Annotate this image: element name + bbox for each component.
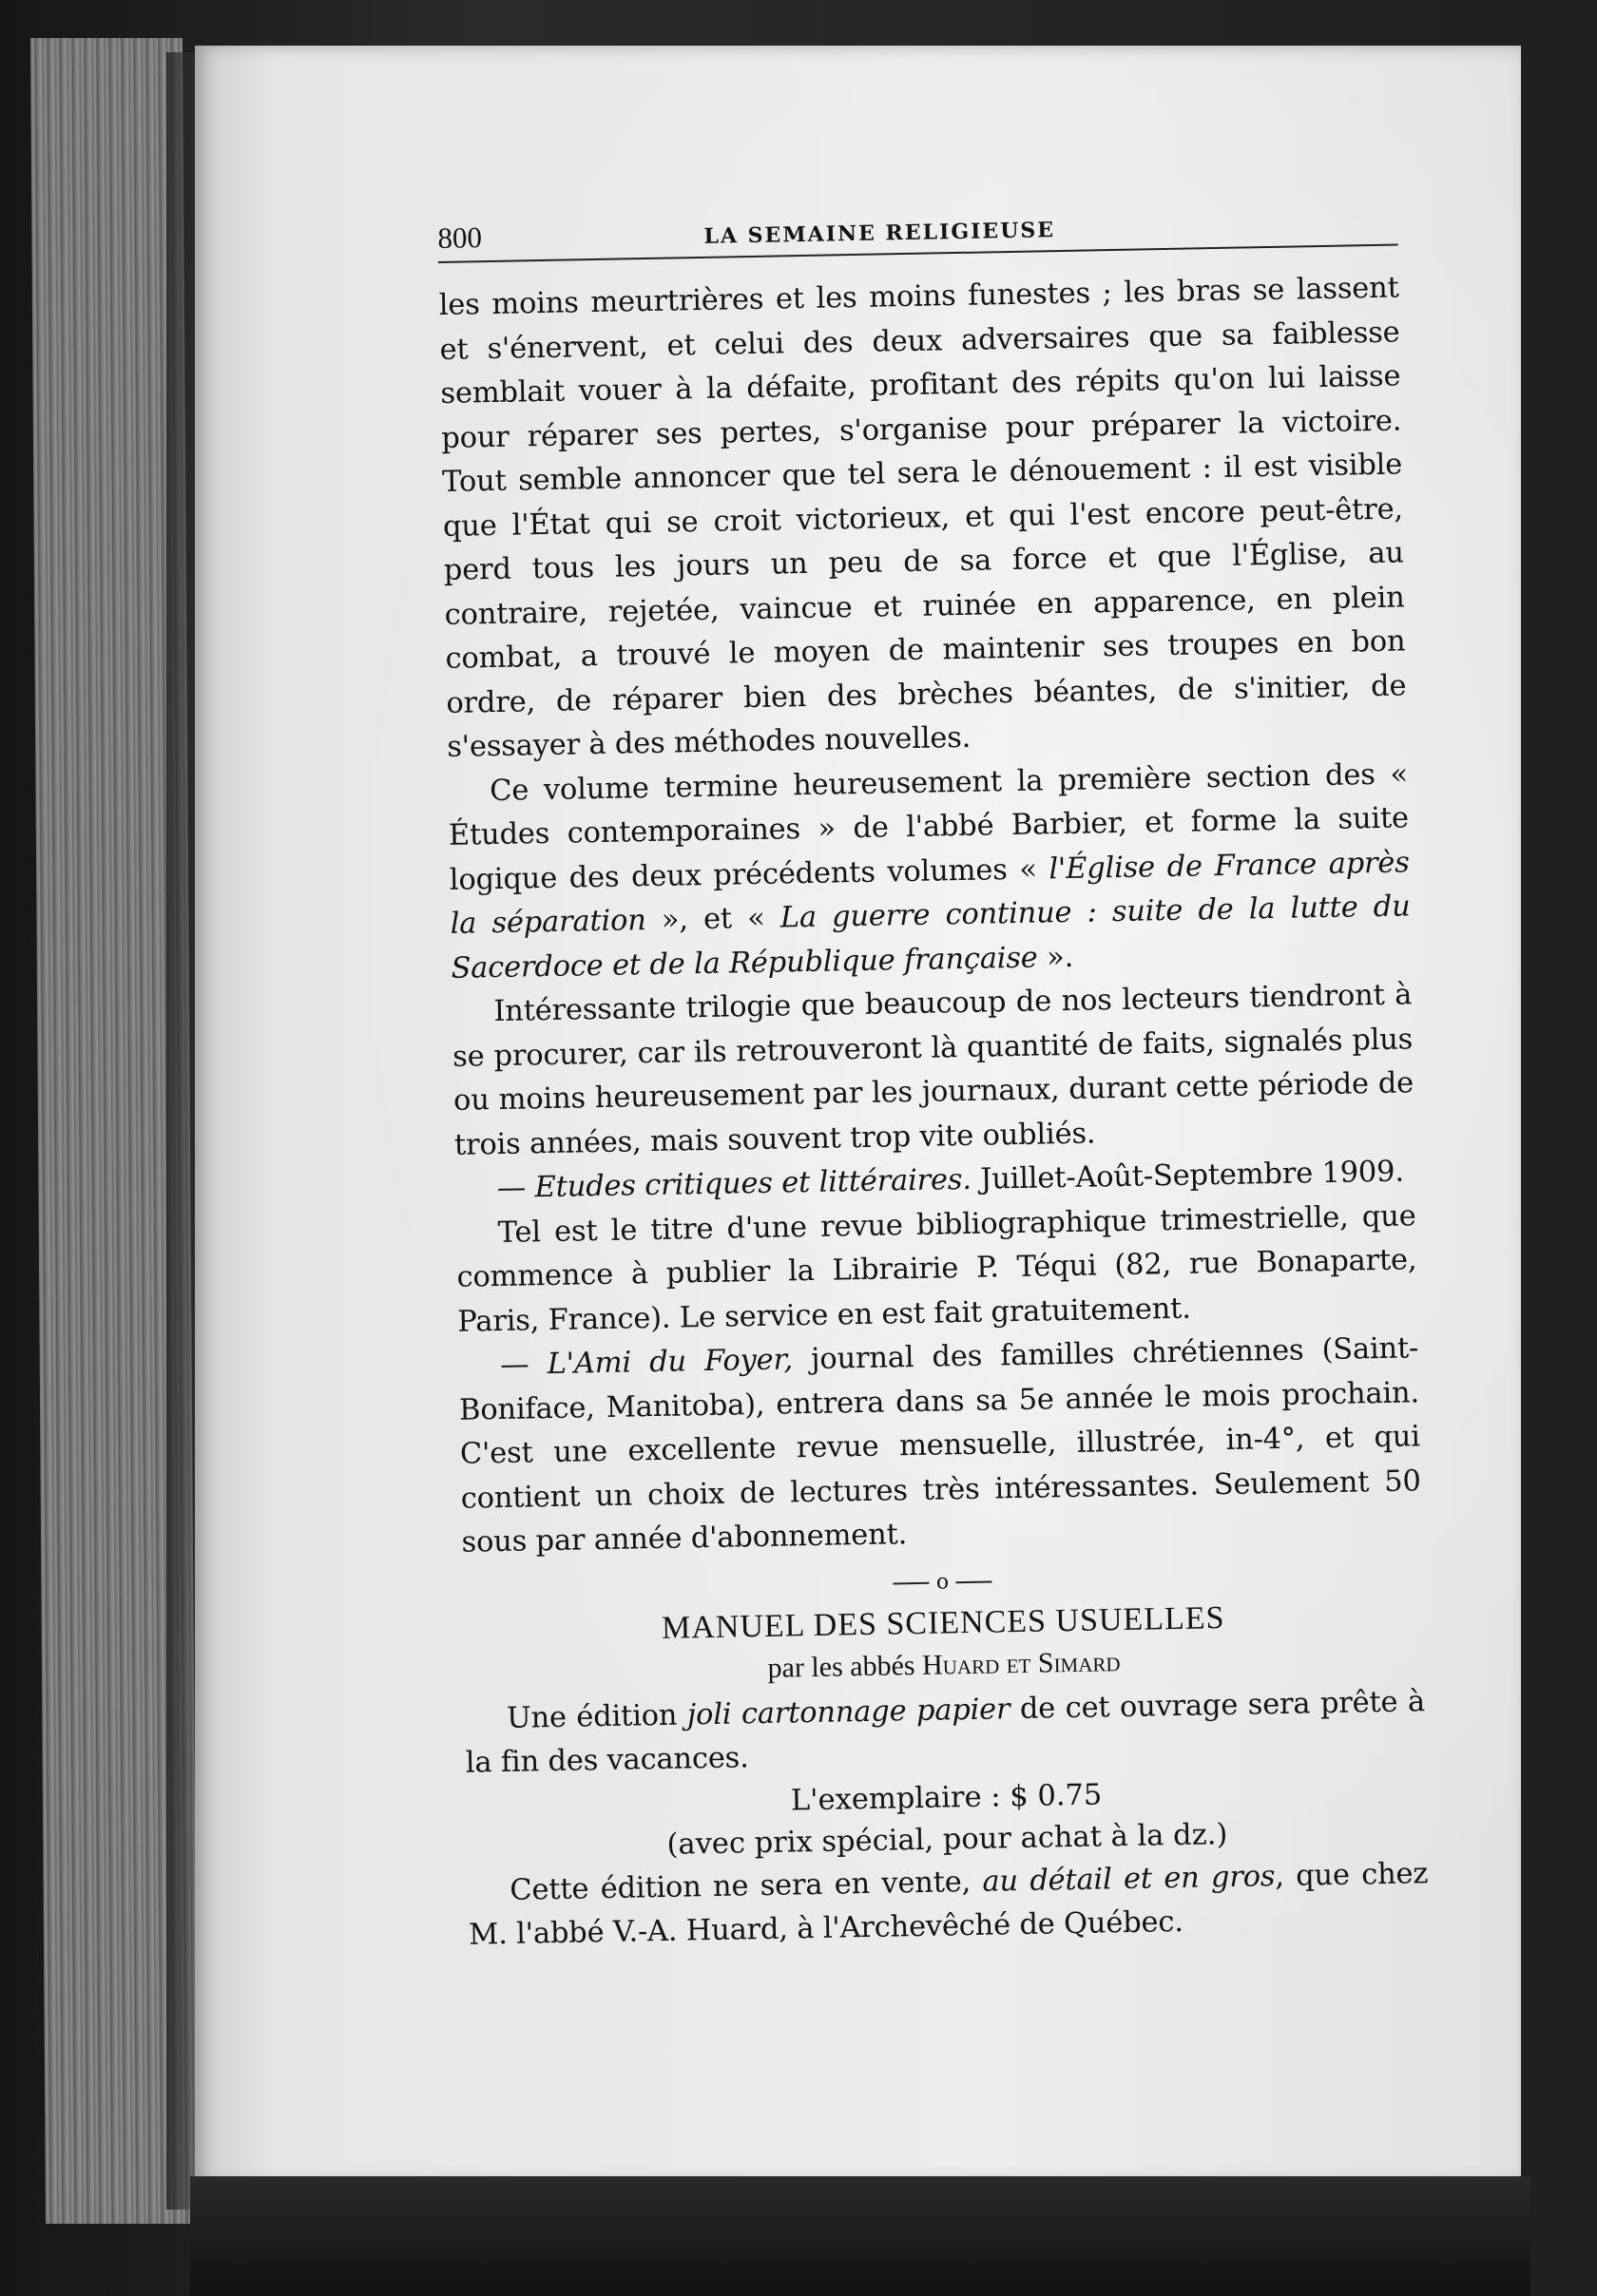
- title-ami-du-foyer: L'Ami du Foyer,: [547, 1343, 794, 1382]
- page-text-block: [437, 196, 1429, 1958]
- paragraph-8: Cette édition ne sera en vente, au détail et en gros, que chez M. l'abbé V.-A. Huard, à l'Archevêché de Québec.: [468, 1856, 1429, 1952]
- title-etudes-critiques: Etudes critiques et littéraires.: [534, 1162, 972, 1205]
- paragraph-2: Ce volume termine heureusement la première section des « Études contemporaines » de l'abbé Barbier, et forme la suite logique des deux précédents volumes « l'Église de France après la séparation », et « La guerre continue : suite de la lutte du Sacerdoce et de la République française ».: [448, 756, 1411, 985]
- price-line: L'exemplaire : $ 0.75: [790, 1777, 1103, 1817]
- title-eglise-de-france: l'Église de France après la séparation: [450, 845, 1410, 941]
- paragraph-1: les moins meurtrières et les moins funestes ; les bras se lassent et s'énervent, et celui des deux adversaires que sa faiblesse semblait vouer à la défaite, profitant des répits qu'on lui laisse pour réparer ses pertes, s'organise pour préparer la victoire. Tout semble annoncer que tel sera le dénouement : il est visible que l'État qui se croit victorieux, et qui l'est encore peut-être, perd tous les jours un peu de sa force et que l'Église, au contraire, rejetée, vaincue et ruinée en apparence, en plein combat, a trouvé le moyen de maintenir ses troupes en bon ordre, de réparer bien des brèches béantes, de s'initier, de s'essayer à des méthodes nouvelles.: [438, 271, 1407, 764]
- price-note: (avec prix spécial, pour achat à la dz.): [666, 1817, 1228, 1862]
- paragraph-7: Une édition joli cartonnage papier de cet ouvrage sera prête à la fin des vacances.: [465, 1684, 1426, 1780]
- section-divider: o: [462, 1561, 1422, 1603]
- byline: par les abbés Huard et Simard: [767, 1645, 1121, 1684]
- running-title: LA SEMAINE RELIGIEUSE: [703, 218, 1056, 249]
- paragraph-3: Intéressante trilogie que beaucoup de nos lecteurs tiendront à se procurer, car ils retrouveront là quantité de faits, signalés plus ou moins heureusement par les journaux, durant cette période de trois années, mais souvent trop vite oubliés.: [452, 978, 1414, 1162]
- sale-terms: au détail et en gros: [982, 1859, 1276, 1899]
- scan-bottom-edge: [190, 2176, 1530, 2296]
- page-number: 800: [437, 220, 483, 255]
- paragraph-5: Tel est le titre d'une revue bibliographique trimestrielle, que commence à publier la Librairie P. Téqui (82, rue Bonaparte, Paris, France). Le service en est fait gratuitement.: [456, 1198, 1417, 1339]
- author-names: Huard et Simard: [921, 1645, 1121, 1681]
- paragraph-6: — L'Ami du Foyer, journal des familles chrétiennes (Saint-Boniface, Manitoba), entrera dans sa 5e année le mois prochain. C'est une excellente revue mensuelle, illustrée, in-4°, et qui contient un choix de lectures très intéressantes. Seulement 50 sous par année d'abonnement.: [458, 1331, 1421, 1559]
- section-heading: MANUEL DES SCIENCES USUELLES: [661, 1599, 1225, 1646]
- title-la-guerre-continue: La guerre continue : suite de la lutte du Sacerdoce et de la République française: [451, 890, 1411, 985]
- paragraph-4: — Etudes critiques et littéraires. Juillet-Août-Septembre 1909.: [496, 1155, 1405, 1206]
- edition-description: joli cartonnage papier: [686, 1692, 1010, 1732]
